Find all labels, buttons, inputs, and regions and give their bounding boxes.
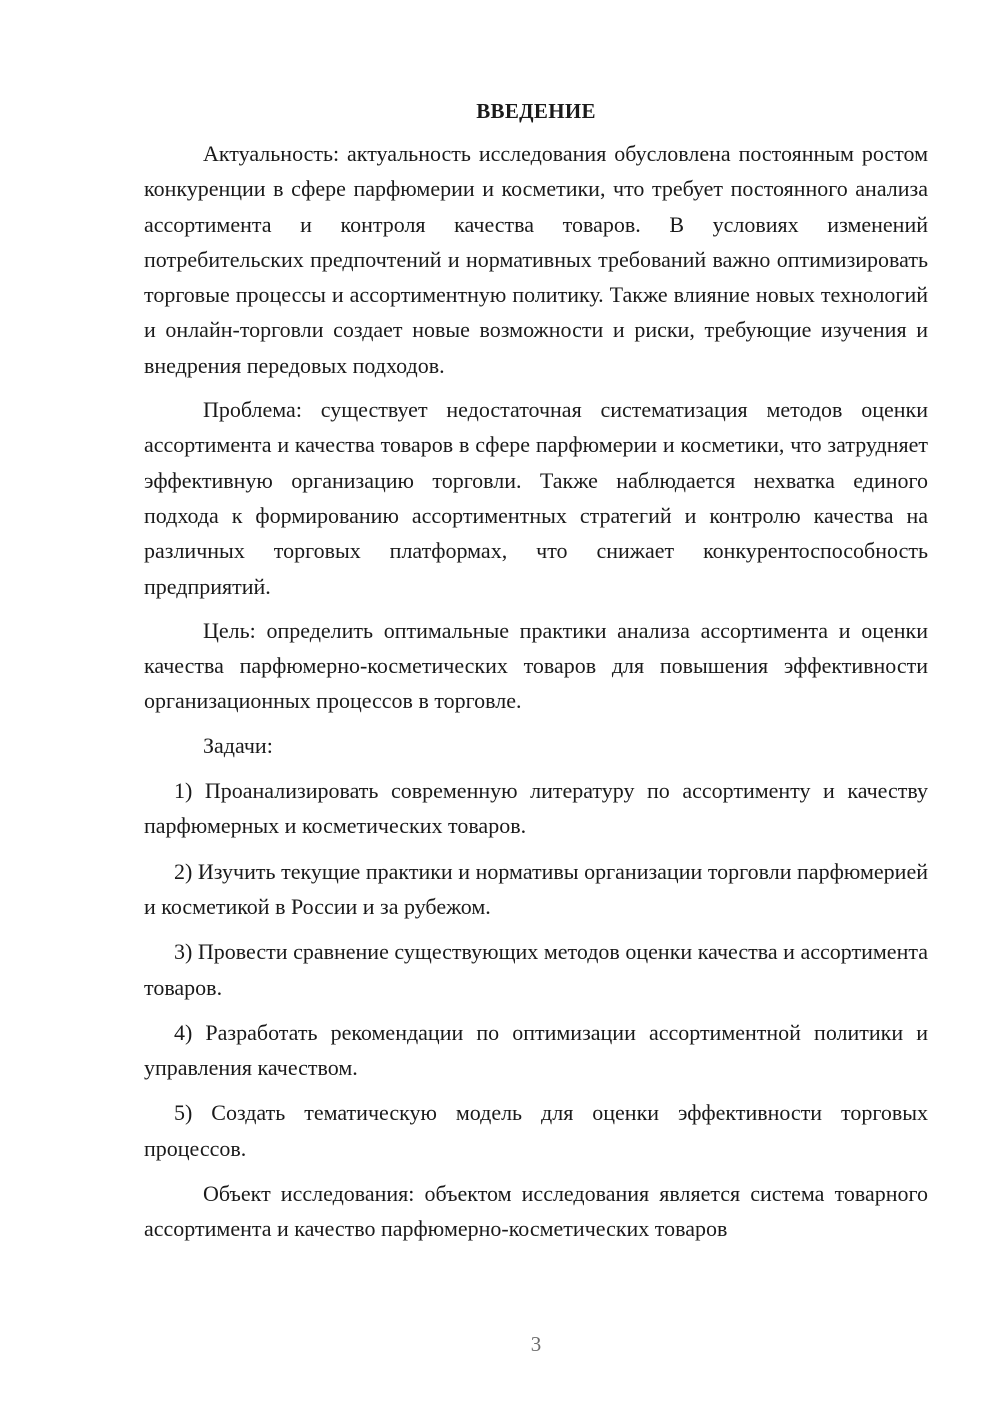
- paragraph-goal: Цель: определить оптимальные практики анализа ассортимента и оценки качества парфюмерно-косметических товаров для повышения эффективности организационных процессов в торговле.: [144, 617, 928, 714]
- tasks-label: Задачи:: [203, 732, 273, 758]
- task-item-3: 3) Провести сравнение существующих методов оценки качества и ассортимента товаров.: [144, 939, 928, 1000]
- task-item-5: 5) Создать тематическую модель для оценки эффективности торговых процессов.: [144, 1100, 928, 1161]
- task-item-4: 4) Разработать рекомендации по оптимизации ассортиментной политики и управления качеством.: [144, 1019, 928, 1081]
- page-number: 3: [530, 1332, 542, 1356]
- task-item-1: 1) Проанализировать современную литературу по ассортименту и качеству парфюмерных и косметических товаров.: [144, 778, 928, 839]
- section-heading: ВВЕДЕНИЕ: [476, 99, 596, 123]
- paragraph-problem: Проблема: существует недостаточная систематизация методов оценки ассортимента и качества товаров в сфере парфюмерии и косметики, что затрудняет эффективную организацию торговли. Также наблюдается нехватка единого подхода к формированию ассортиментных стратегий и контролю качества на различных торговых платформах, что снижает конкурентоспособность предприятий.: [144, 397, 928, 599]
- task-item-2: 2) Изучить текущие практики и нормативы организации торговли парфюмерией и косметикой в России и за рубежом.: [144, 858, 928, 919]
- paragraph-relevance: Актуальность: актуальность исследования обусловлена постоянным ростом конкуренции в сфере парфюмерии и косметики, что требует постоянного анализа ассортимента и контроля качества товаров. В условиях изменений потребительских предпочтений и нормативных требований важно оптимизировать торговые процессы и ассортиментную политику. Также влияние новых технологий и онлайн-торговли создает новые возможности и риски, требующие изучения и внедрения передовых подходов.: [144, 141, 928, 378]
- paragraph-object: Объект исследования: объектом исследования является система товарного ассортимента и качество парфюмерно-косметических товаров: [144, 1181, 928, 1242]
- page-content: [144, 96, 928, 1247]
